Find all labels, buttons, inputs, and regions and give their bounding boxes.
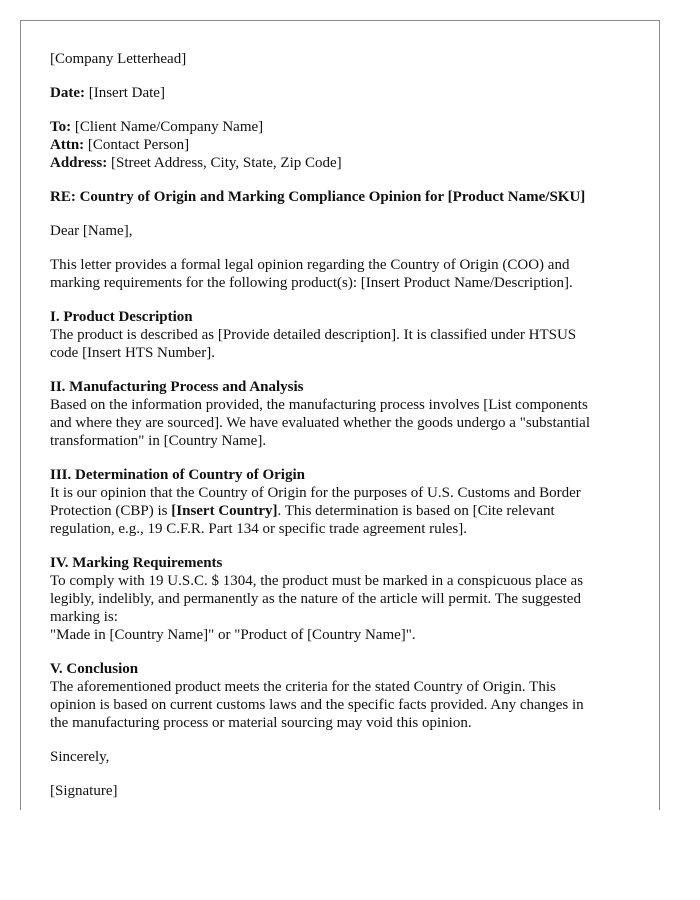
letter-page [20, 20, 660, 810]
section-line: the manufacturing process or material sourcing may void this opinion. [50, 715, 472, 731]
date-line [50, 84, 650, 102]
to-value: [Client Name/Company Name] [74, 119, 264, 135]
section-title: I. Product Description [50, 309, 193, 325]
attn-label: Attn: [50, 137, 85, 153]
section-conclusion [50, 660, 650, 732]
recipient-block [50, 118, 650, 172]
letter-body [50, 50, 650, 816]
address-label: Address: [50, 155, 108, 171]
section-line: legibly, indelibly, and permanently as the nature of the article will permit. The suggested [50, 591, 581, 607]
section-line: To comply with 19 U.S.C. $ 1304, the product must be marked in a conspicuous place as [50, 573, 584, 589]
salutation: Dear [Name], [50, 223, 133, 239]
section-line: transformation" in [Country Name]. [50, 433, 267, 449]
section-text: . This determination is based on [Cite relevant [277, 503, 555, 519]
to-label: To: [50, 119, 72, 135]
section-marking-requirements [50, 554, 650, 644]
to-line [50, 118, 650, 136]
section-line: opinion is based on current customs laws and the specific facts provided. Any changes in [50, 697, 584, 713]
closing: Sincerely, [50, 749, 110, 765]
section-line: The product is described as [Provide detailed description]. It is classified under HTSUS [50, 327, 577, 343]
section-line [50, 502, 650, 520]
intro-line: This letter provides a formal legal opinion regarding the Country of Origin (COO) and [50, 257, 570, 273]
letterhead: [Company Letterhead] [50, 51, 187, 67]
section-country-determination [50, 466, 650, 538]
insert-country-placeholder: [Insert Country] [171, 503, 278, 519]
section-title: II. Manufacturing Process and Analysis [50, 379, 304, 395]
attn-line [50, 136, 650, 154]
address-value: [Street Address, City, State, Zip Code] [110, 155, 342, 171]
section-product-description [50, 308, 650, 362]
attn-value: [Contact Person] [87, 137, 190, 153]
address-line [50, 154, 650, 172]
section-title: V. Conclusion [50, 661, 139, 677]
intro-paragraph [50, 256, 650, 292]
date-label: Date: [50, 85, 85, 101]
section-line: code [Insert HTS Number]. [50, 345, 215, 361]
section-line: Based on the information provided, the manufacturing process involves [List components [50, 397, 588, 413]
section-title: IV. Marking Requirements [50, 555, 223, 571]
section-line: It is our opinion that the Country of Origin for the purposes of U.S. Customs and Border [50, 485, 581, 501]
subject-line: RE: Country of Origin and Marking Compliance Opinion for [Product Name/SKU] [50, 189, 586, 205]
section-line: The aforementioned product meets the criteria for the stated Country of Origin. This [50, 679, 556, 695]
section-text: Protection (CBP) is [50, 503, 172, 519]
section-line: and where they are sourced]. We have evaluated whether the goods undergo a "substantial [50, 415, 590, 431]
section-manufacturing-process [50, 378, 650, 450]
section-line: marking is: [50, 609, 118, 625]
signature-placeholder: [Signature] [50, 783, 118, 799]
date-value: [Insert Date] [88, 85, 165, 101]
section-line: "Made in [Country Name]" or "Product of [Country Name]". [50, 627, 416, 643]
intro-line: marking requirements for the following product(s): [Insert Product Name/Description]. [50, 275, 573, 291]
section-title: III. Determination of Country of Origin [50, 467, 305, 483]
section-line: regulation, e.g., 19 C.F.R. Part 134 or specific trade agreement rules]. [50, 521, 468, 537]
